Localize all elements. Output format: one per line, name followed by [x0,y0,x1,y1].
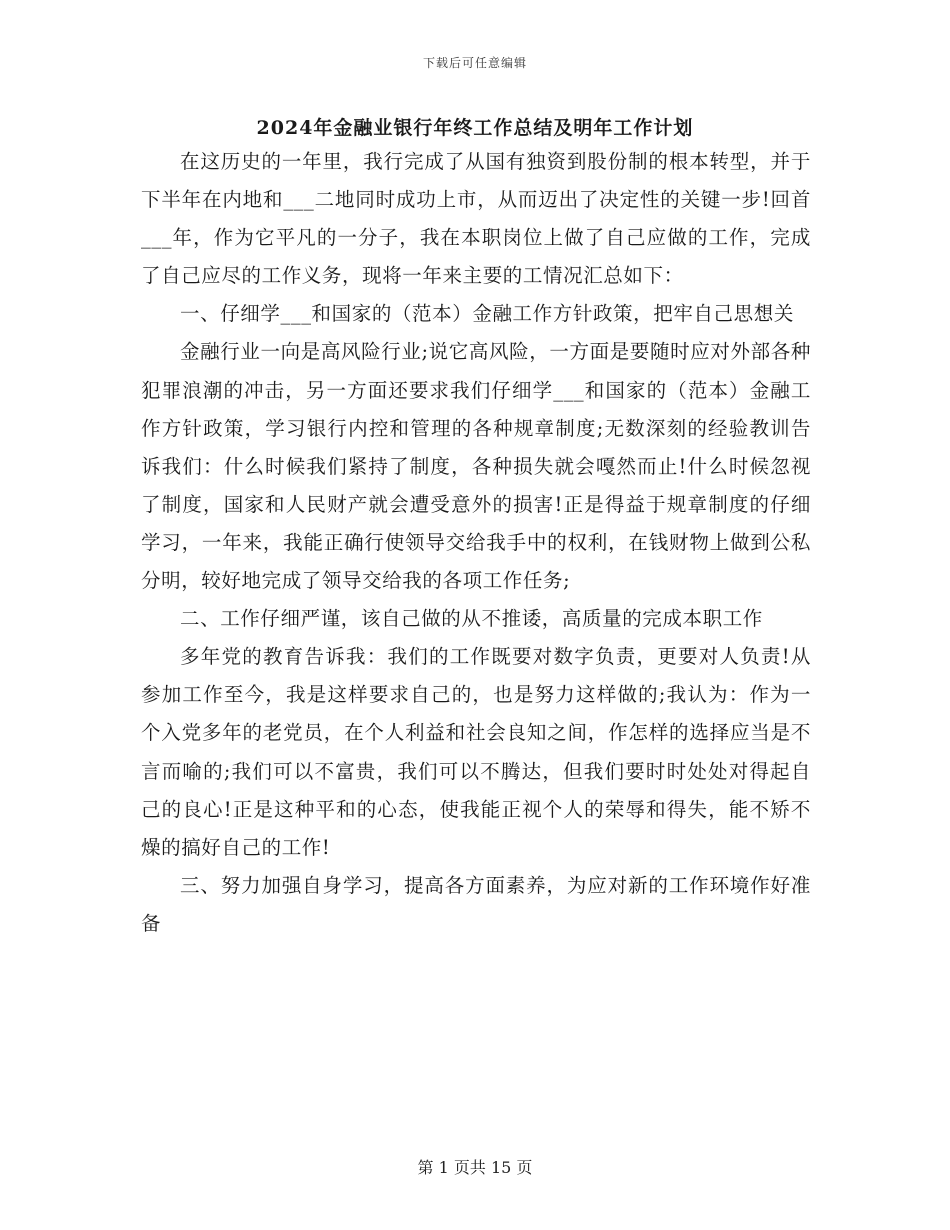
section-heading-2: 二、工作仔细严谨，该自己做的从不推诿，高质量的完成本职工作 [180,607,763,631]
section-heading-1: 一、仔细学___和国家的（范本）金融工作方针政策，把牢自己思想关 [180,302,794,326]
page-number: 第 1 页共 15 页 [417,1158,533,1177]
section-heading-3: 三、努力加强自身学习，提高各方面素养，为应对新的工作环境作好准备 [141,873,811,935]
paragraph-intro: 在这历史的一年里，我行完成了从国有独资到股份制的根本转型，并于下半年在内地和___二地同时成功上市，从而迈出了决定性的关键一步!回首___年，作为它平凡的一分子，我在本职岗位上做了自己应做的工作，完成了自己应尽的工作义务，现将一年来主要的工情况汇总如下： [141,150,811,288]
page-header-note: 下载后可任意编辑 [422,56,527,70]
document-title: 2024年金融业银行年终工作总结及明年工作计划 [256,117,694,139]
paragraph-section-2: 多年党的教育告诉我：我们的工作既要对数字负责，更要对人负责!从参加工作至今，我是这样要求自己的，也是努力这样做的;我认为：作为一个入党多年的老党员，在个人利益和社会良知之间，作怎样的选择应当是不言而喻的;我们可以不富贵，我们可以不腾达，但我们要时时处处对得起自己的良心!正是这种平和的心态，使我能正视个人的荣辱和得失，能不矫不燥的搞好自己的工作! [141,645,811,859]
paragraph-section-1: 金融行业一向是高风险行业;说它高风险，一方面是要随时应对外部各种犯罪浪潮的冲击，另一方面还要求我们仔细学___和国家的（范本）金融工作方针政策，学习银行内控和管理的各种规章制度;无数深刻的经验教训告诉我们：什么时候我们紧持了制度，各种损失就会嘎然而止!什么时候忽视了制度，国家和人民财产就会遭受意外的损害!正是得益于规章制度的仔细学习，一年来，我能正确行使领导交给我手中的权利，在钱财物上做到公私分明，较好地完成了领导交给我的各项工作任务; [141,340,811,593]
document-body [141,143,811,943]
